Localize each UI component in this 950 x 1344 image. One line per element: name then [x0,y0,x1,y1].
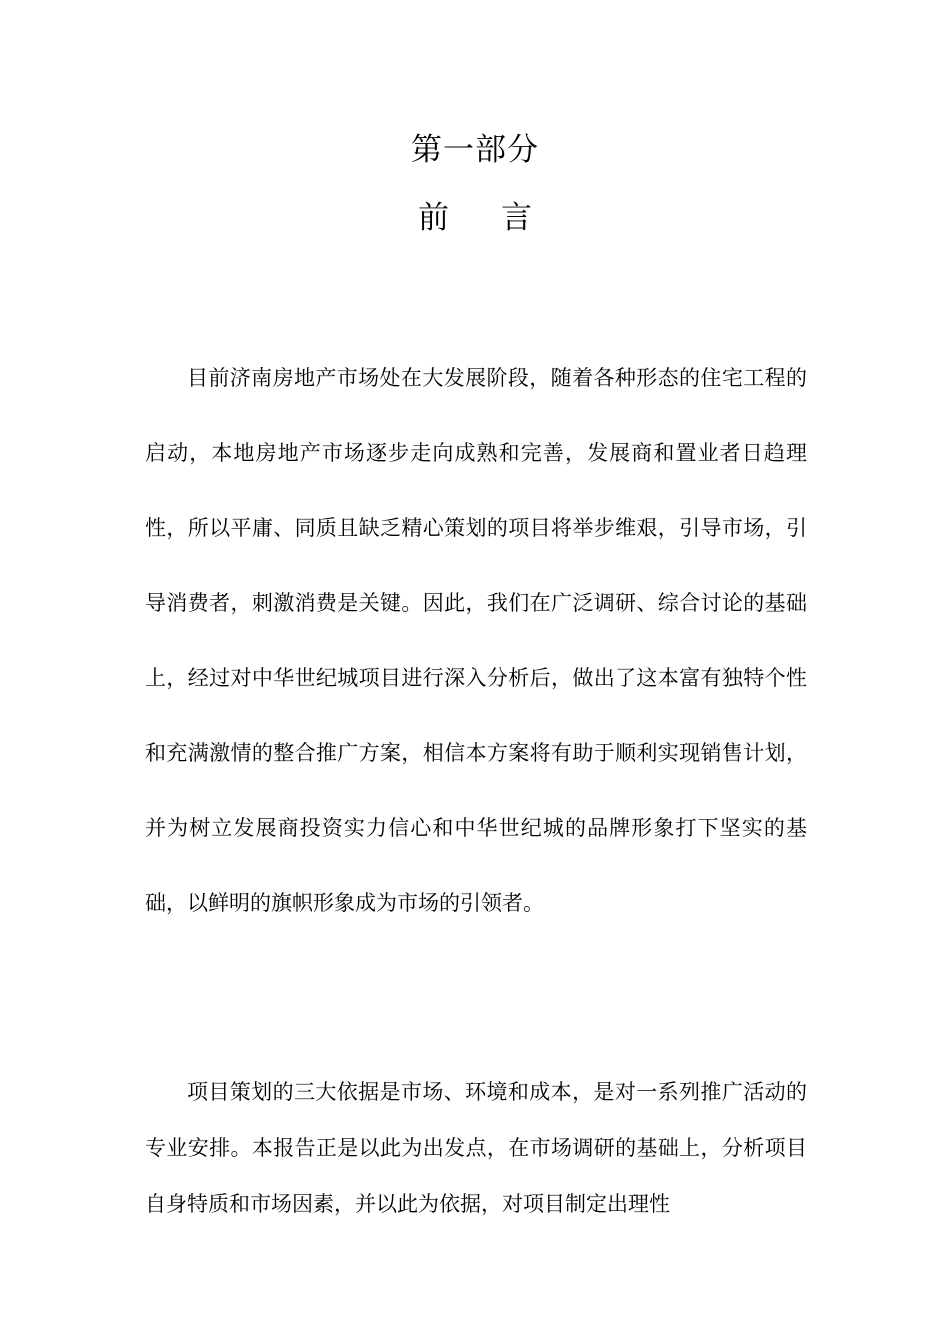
section-title-char-2: 言 [501,200,532,236]
section-title [0,198,950,238]
body-paragraph-2: 项目策划的三大依据是市场、环境和成本，是对一系列推广活动的专业安排。本报告正是以此为出发点，在市场调研的基础上，分析项目自身特质和市场因素，并以此为依据，对项目制定出理性 [145,1080,807,1216]
part-title: 第一部分 [411,132,539,168]
body-paragraph-1: 目前济南房地产市场处在大发展阶段，随着各种形态的住宅工程的启动，本地房地产市场逐步走向成熟和完善，发展商和置业者日趋理性，所以平庸、同质且缺乏精心策划的项目将举步维艰，引导市场，引导消费者，刺激消费是关键。因此，我们在广泛调研、综合讨论的基础上，经过对中华世纪城项目进行深入分析后，做出了这本富有独特个性和充满激情的整合推广方案，相信本方案将有助于顺利实现销售计划，并为树立发展商投资实力信心和中华世纪城的品牌形象打下坚实的基础，以鲜明的旗帜形象成为市场的引领者。 [145,366,807,915]
section-title-char-1: 前 [418,200,449,236]
